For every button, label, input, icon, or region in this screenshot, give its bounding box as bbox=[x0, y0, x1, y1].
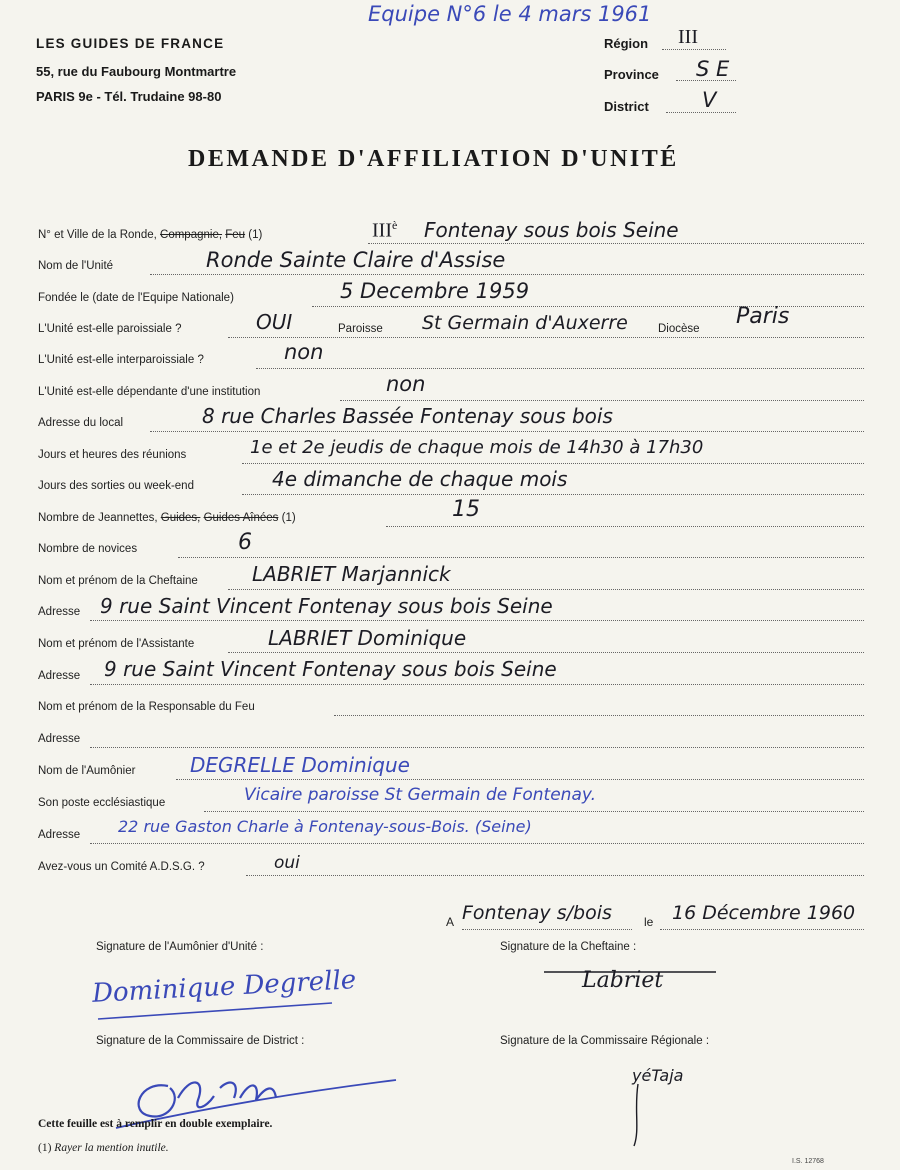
cheftaine-adr-line bbox=[90, 620, 864, 621]
sorties-line bbox=[242, 494, 864, 495]
sig-aumonier-label: Signature de l'Aumônier d'Unité : bbox=[96, 941, 264, 953]
footer-note: Cette feuille est à remplir en double exemplaire. bbox=[38, 1118, 273, 1130]
aumonier-value: DEGRELLE Dominique bbox=[190, 753, 410, 777]
institution-label: L'Unité est-elle dépendante d'une institution bbox=[38, 386, 261, 398]
form-code: I.S. 12768 bbox=[792, 1158, 824, 1165]
sig-aumonier: Dominique Degrelle bbox=[91, 965, 357, 1009]
ronde-label: N° et Ville de la Ronde, Compagnie, Feu (1) bbox=[38, 229, 263, 241]
place-prefix: A bbox=[446, 915, 455, 929]
novices-value: 6 bbox=[238, 530, 252, 555]
local-value: 8 rue Charles Bassée Fontenay sous bois bbox=[202, 404, 613, 428]
unite-value: Ronde Sainte Claire d'Assise bbox=[206, 248, 506, 272]
fondee-label: Fondée le (date de l'Equipe Nationale) bbox=[38, 292, 234, 304]
resp-feu-line bbox=[334, 715, 864, 716]
nombre-label: Nombre de Jeannettes, Guides, Guides Aînées (1) bbox=[38, 512, 296, 524]
date-value: 16 Décembre 1960 bbox=[672, 902, 856, 924]
org-address: 55, rue du Faubourg Montmartre bbox=[36, 64, 237, 79]
comite-line bbox=[246, 875, 864, 876]
cheftaine-adr-value: 9 rue Saint Vincent Fontenay sous bois Seine bbox=[100, 594, 553, 618]
district-label: District bbox=[604, 99, 649, 114]
paroissiale-label: L'Unité est-elle paroissiale ? bbox=[38, 323, 182, 335]
resp-feu-adr-label: Adresse bbox=[38, 733, 81, 745]
comite-value: oui bbox=[274, 853, 300, 873]
assistante-adr-line bbox=[90, 684, 864, 685]
reunions-label: Jours et heures des réunions bbox=[38, 449, 187, 461]
cheftaine-adr-label: Adresse bbox=[38, 606, 81, 618]
interpar-line bbox=[256, 368, 864, 369]
poste-value: Vicaire paroisse St Germain de Fontenay. bbox=[244, 785, 597, 805]
province-label: Province bbox=[604, 67, 659, 82]
sorties-value: 4e dimanche de chaque mois bbox=[272, 467, 568, 491]
cheftaine-line bbox=[228, 589, 864, 590]
sig-cheftaine: Labriet bbox=[582, 968, 664, 993]
place-line bbox=[462, 929, 632, 930]
assistante-line bbox=[228, 652, 864, 653]
diocese-value: Paris bbox=[736, 304, 790, 329]
sig-cheftaine-stroke bbox=[540, 960, 720, 980]
date-line bbox=[660, 929, 864, 930]
aumonier-line bbox=[176, 779, 864, 780]
sig-commissaire-regionale-stroke bbox=[620, 1080, 660, 1150]
page-title: DEMANDE D'AFFILIATION D'UNITÉ bbox=[188, 146, 679, 172]
ronde-num-value: $III^è$ bbox=[372, 218, 398, 242]
interpar-label: L'Unité est-elle interparoissiale ? bbox=[38, 354, 204, 366]
ronde-line bbox=[368, 243, 864, 244]
poste-label: Son poste ecclésiastique bbox=[38, 797, 166, 809]
diocese-label: Diocèse bbox=[658, 323, 700, 335]
paroissiale-line bbox=[228, 337, 864, 338]
resp-feu-adr-line bbox=[90, 747, 864, 748]
top-annotation: Equipe N°6 le 4 mars 1961 bbox=[368, 2, 652, 26]
ronde-value: Fontenay sous bois Seine bbox=[424, 218, 679, 242]
region-value: III bbox=[678, 26, 698, 48]
sig-commissaire-regionale: yéTaja bbox=[632, 1066, 684, 1085]
institution-line bbox=[340, 400, 864, 401]
interpar-value: non bbox=[284, 340, 324, 364]
reunions-line bbox=[242, 463, 864, 464]
institution-value: non bbox=[386, 372, 426, 396]
date-le: le bbox=[644, 915, 654, 929]
sig-commissaire-regionale-label: Signature de la Commissaire Régionale : bbox=[500, 1035, 710, 1047]
sorties-label: Jours des sorties ou week-end bbox=[38, 480, 194, 492]
region-label: Région bbox=[604, 36, 649, 51]
unite-label: Nom de l'Unité bbox=[38, 260, 114, 272]
reunions-value: 1e et 2e jeudis de chaque mois de 14h30 à 17h30 bbox=[250, 437, 704, 458]
sig-commissaire-district-label: Signature de la Commissaire de District : bbox=[96, 1035, 305, 1047]
place-value: Fontenay s/bois bbox=[462, 902, 612, 924]
org-name: LES GUIDES DE FRANCE bbox=[36, 36, 225, 51]
aumonier-adr-value: 22 rue Gaston Charle à Fontenay-sous-Bois. (Seine) bbox=[118, 817, 532, 836]
sig-cheftaine-label: Signature de la Cheftaine : bbox=[500, 941, 637, 953]
local-label: Adresse du local bbox=[38, 417, 124, 429]
sig-aumonier-underline bbox=[96, 995, 336, 1025]
novices-line bbox=[178, 557, 864, 558]
assistante-adr-value: 9 rue Saint Vincent Fontenay sous bois Seine bbox=[104, 657, 557, 681]
assistante-value: LABRIET Dominique bbox=[268, 626, 467, 650]
fondee-value: 5 Decembre 1959 bbox=[340, 279, 530, 303]
poste-line bbox=[204, 811, 864, 812]
aumonier-label: Nom de l'Aumônier bbox=[38, 765, 136, 777]
unite-line bbox=[150, 274, 864, 275]
assistante-adr-label: Adresse bbox=[38, 670, 81, 682]
province-value: S E bbox=[696, 57, 730, 81]
nombre-line bbox=[386, 526, 864, 527]
nombre-value: 15 bbox=[452, 497, 480, 522]
novices-label: Nombre de novices bbox=[38, 543, 138, 555]
paroisse-value: St Germain d'Auxerre bbox=[422, 312, 628, 334]
aumonier-adr-line bbox=[90, 843, 864, 844]
district-line bbox=[666, 112, 736, 113]
district-value: V bbox=[702, 88, 717, 112]
cheftaine-label: Nom et prénom de la Cheftaine bbox=[38, 575, 198, 587]
cheftaine-value: LABRIET Marjannick bbox=[252, 562, 451, 586]
assistante-label: Nom et prénom de l'Assistante bbox=[38, 638, 195, 650]
aumonier-adr-label: Adresse bbox=[38, 829, 81, 841]
region-line bbox=[662, 49, 726, 50]
resp-feu-label: Nom et prénom de la Responsable du Feu bbox=[38, 701, 255, 713]
paroissiale-value: OUI bbox=[256, 310, 293, 334]
local-line bbox=[150, 431, 864, 432]
comite-label: Avez-vous un Comité A.D.S.G. ? bbox=[38, 861, 205, 873]
footer-footnote: (1) Rayer la mention inutile. bbox=[38, 1142, 169, 1154]
paroisse-label: Paroisse bbox=[338, 323, 383, 335]
org-city: PARIS 9e - Tél. Trudaine 98-80 bbox=[36, 89, 222, 104]
